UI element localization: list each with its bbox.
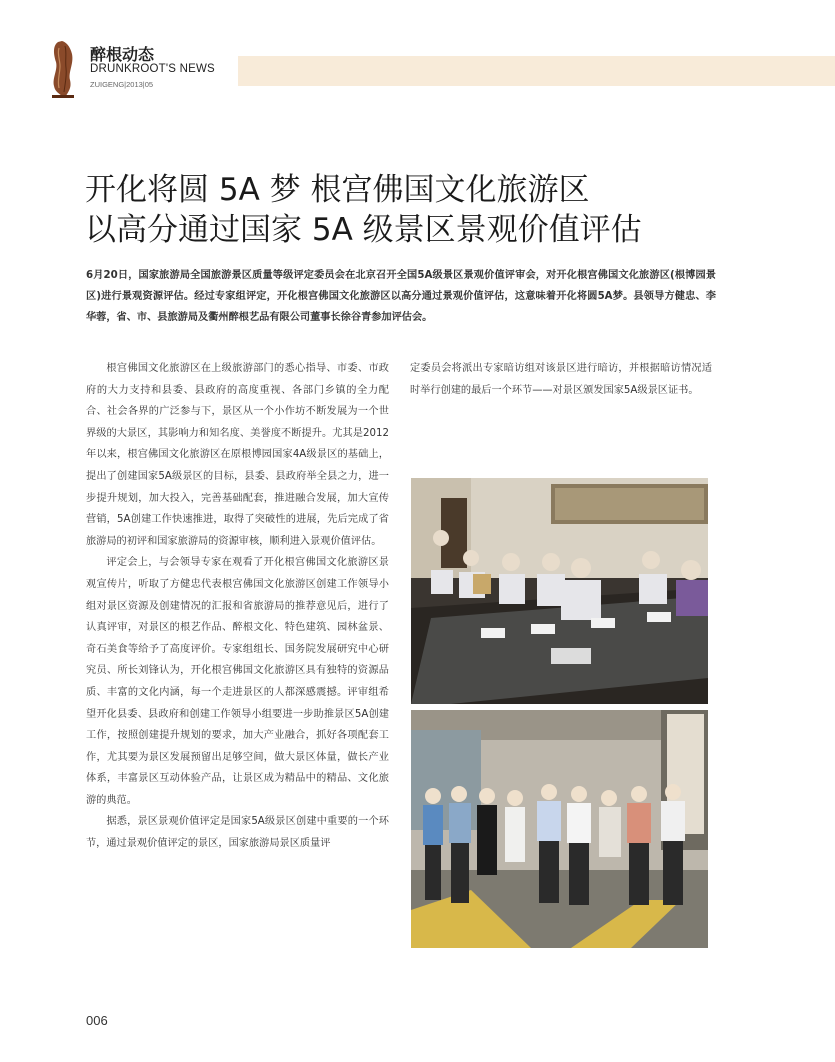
article-title-line1: 开化将圆 5A 梦 根宫佛国文化旅游区: [85, 172, 590, 208]
body-paragraph: 据悉，景区景观价值评定是国家5A级景区创建中重要的一个环节，通过景观价值评定的景区，国家旅游局景区质量评: [86, 816, 389, 850]
group-photo: [411, 710, 708, 948]
body-paragraph-continued: 定委员会将派出专家暗访组对该景区进行暗访，并根据暗访情况适时举行创建的最后一个环节——对景区颁发国家5A级景区证书。: [410, 363, 712, 396]
section-title: 醉根动态: [90, 45, 155, 64]
header-band: [238, 56, 835, 86]
article-title-line2: 以高分通过国家 5A 级景区景观价值评估: [85, 212, 642, 248]
body-paragraph: 评定会上，与会领导专家在观看了开化根宫佛国文化旅游区景观宣传片，听取了方健忠代表根宫佛国文化旅游区创建工作领导小组对景区资源及创建情况的汇报和省旅游局的推荐意见后，进行了认真评审，对景区的根艺作品、醉根文化、特色建筑、园林盆景、奇石美食等给予了高度评价。专家组组长、国务院发展研究中心研究员、所长刘锋认为，开化根宫佛国文化旅游区具有独特的资源品质、丰富的文化内涵，每一个走进景区的人都深感震撼。评审组希望开化县委、县政府和创建工作领导小组要进一步助推景区5A创建工作，按照创建提升规划的要求，加大产业融合，抓好各项配套工作，尤其要为景区发展预留出足够空间，做大景区体量，做长产业体系，丰富景区互动体验产品，让景区成为精品中的精品、文化旅游的典范。: [86, 557, 389, 806]
section-subtitle: DRUNKROOT'S NEWS: [90, 63, 215, 75]
article-title: [85, 170, 785, 250]
page-number: 006: [86, 1013, 108, 1028]
body-paragraph: 根宫佛国文化旅游区在上级旅游部门的悉心指导、市委、市政府的大力支持和县委、县政府的高度重视、各部门乡镇的全力配合、社会各界的广泛参与下，景区从一个小作坊不断发展为一个世界级的大景区，其影响力和知名度、美誉度不断提升。尤其是2012年以来，根宫佛国文化旅游区在原根博园国家4A级景区的基础上，提出了创建国家5A级景区的目标，县委、县政府举全县之力，进一步提升规划，加大投入，完善基础配套，推进融合发展，加大宣传营销，5A创建工作快速推进，取得了突破性的进展，先后完成了省旅游局的初评和国家旅游局的资源审核，顺利进入景观价值评估。: [86, 363, 389, 547]
meeting-photo: [411, 478, 708, 704]
issue-label: ZUIGENG|2013|05: [90, 80, 154, 89]
article-lead: 6月20日，国家旅游局全国旅游景区质量等级评定委员会在北京召开全国5A级景区景观价值评审会，对开化根宫佛国文化旅游区(根博园景区)进行景观资源评估。经过专家组评定，开化根宫佛国文化旅游区以高分通过景观价值评估，这意味着开化将圆5A梦。县领导方健忠、李华蓉，省、市、县旅游局及衢州醉根艺品有限公司董事长徐谷青参加评估会。: [86, 270, 716, 323]
drunkroot-logo-icon: [48, 40, 78, 98]
body-left-column: [86, 358, 389, 958]
body-right-column: [410, 358, 712, 401]
